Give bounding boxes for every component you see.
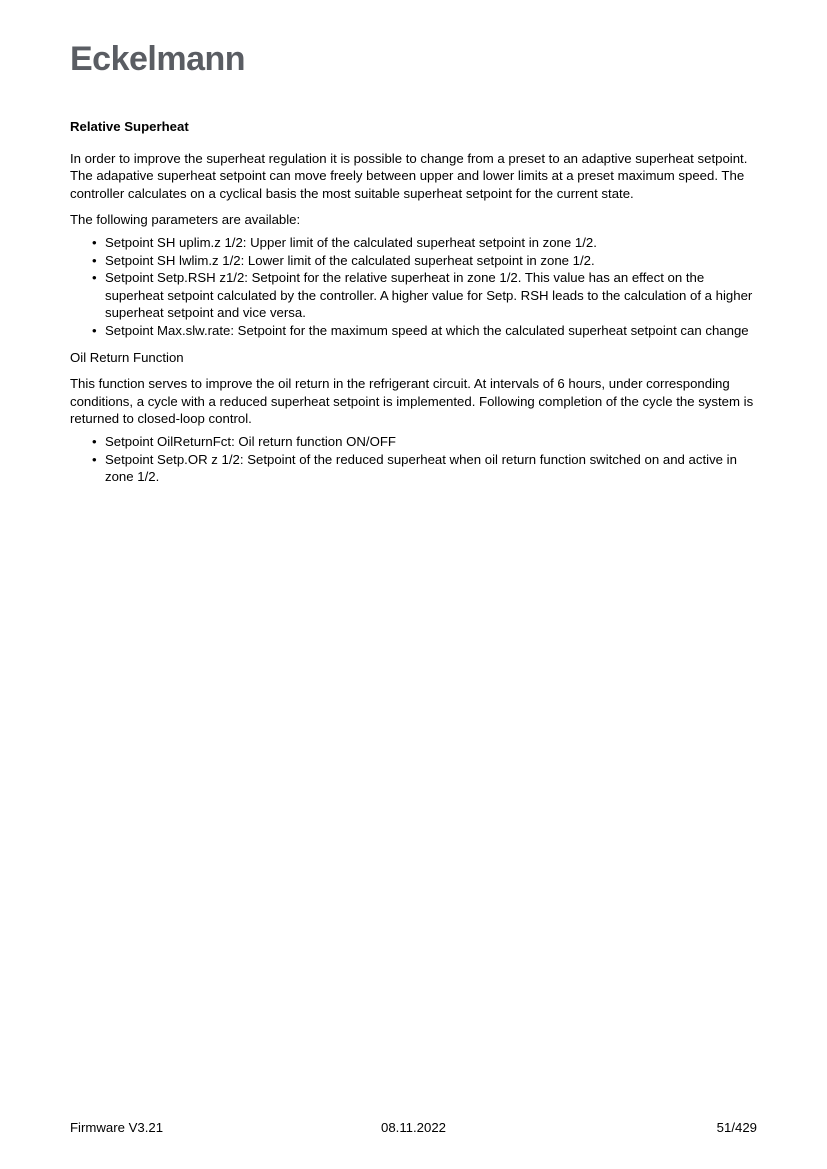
footer-date: 08.11.2022 [380, 1120, 447, 1135]
list-item [92, 451, 757, 486]
list-item-text: Setpoint Setp.RSH z1/2: Setpoint for the relative superheat in zone 1/2. This value has an effect on the superheat setpoint calculated by the controller. A higher value for Setp. RSH leads to the calculation of a higher superheat setpoint and vice versa. [105, 270, 753, 321]
paragraph-oil-return: This function serves to improve the oil return in the refrigerant circuit. At intervals of 6 hours, under corresponding conditions, a cycle with a reduced superheat setpoint is implemented. Following completion of the cycle the system is returned to closed-loop control. [70, 376, 754, 427]
list-item-text: Setpoint SH lwlim.z 1/2: Lower limit of the calculated superheat setpoint in zone 1/2. [105, 252, 595, 268]
paragraph-intro: In order to improve the superheat regulation it is possible to change from a preset to an adaptive superheat setpoint. The adapative superheat setpoint can move freely between upper and lower limits at a preset maximum speed. The controller calculates on a cyclical basis the most suitable superheat setpoint for the current state. [70, 150, 748, 201]
subsection-heading: Oil Return Function [70, 349, 184, 365]
list-item-text: Setpoint OilReturnFct: Oil return function ON/OFF [105, 433, 396, 449]
footer-firmware-version: Firmware V3.21 [70, 1120, 164, 1135]
page-footer [70, 1120, 757, 1135]
list-item [92, 433, 757, 451]
section-heading: Relative Superheat [70, 119, 189, 134]
company-logo: Eckelmann [70, 40, 246, 78]
list-item-text: Setpoint Setp.OR z 1/2: Setpoint of the reduced superheat when oil return function switched on and active in zone 1/2. [105, 451, 737, 485]
list-item [92, 234, 757, 252]
paragraph-parameters-lead: The following parameters are available: [70, 212, 301, 228]
parameter-list [70, 234, 757, 340]
list-item [92, 252, 757, 270]
list-item-text: Setpoint Max.slw.rate: Setpoint for the maximum speed at which the calculated superheat setpoint can change [105, 322, 749, 338]
document-content [70, 118, 757, 486]
list-item [92, 322, 757, 340]
footer-page-number: 51/429 [716, 1120, 757, 1135]
list-item-text: Setpoint SH uplim.z 1/2: Upper limit of the calculated superheat setpoint in zone 1/2. [105, 234, 597, 250]
oil-return-list [70, 433, 757, 486]
list-item [92, 269, 757, 322]
